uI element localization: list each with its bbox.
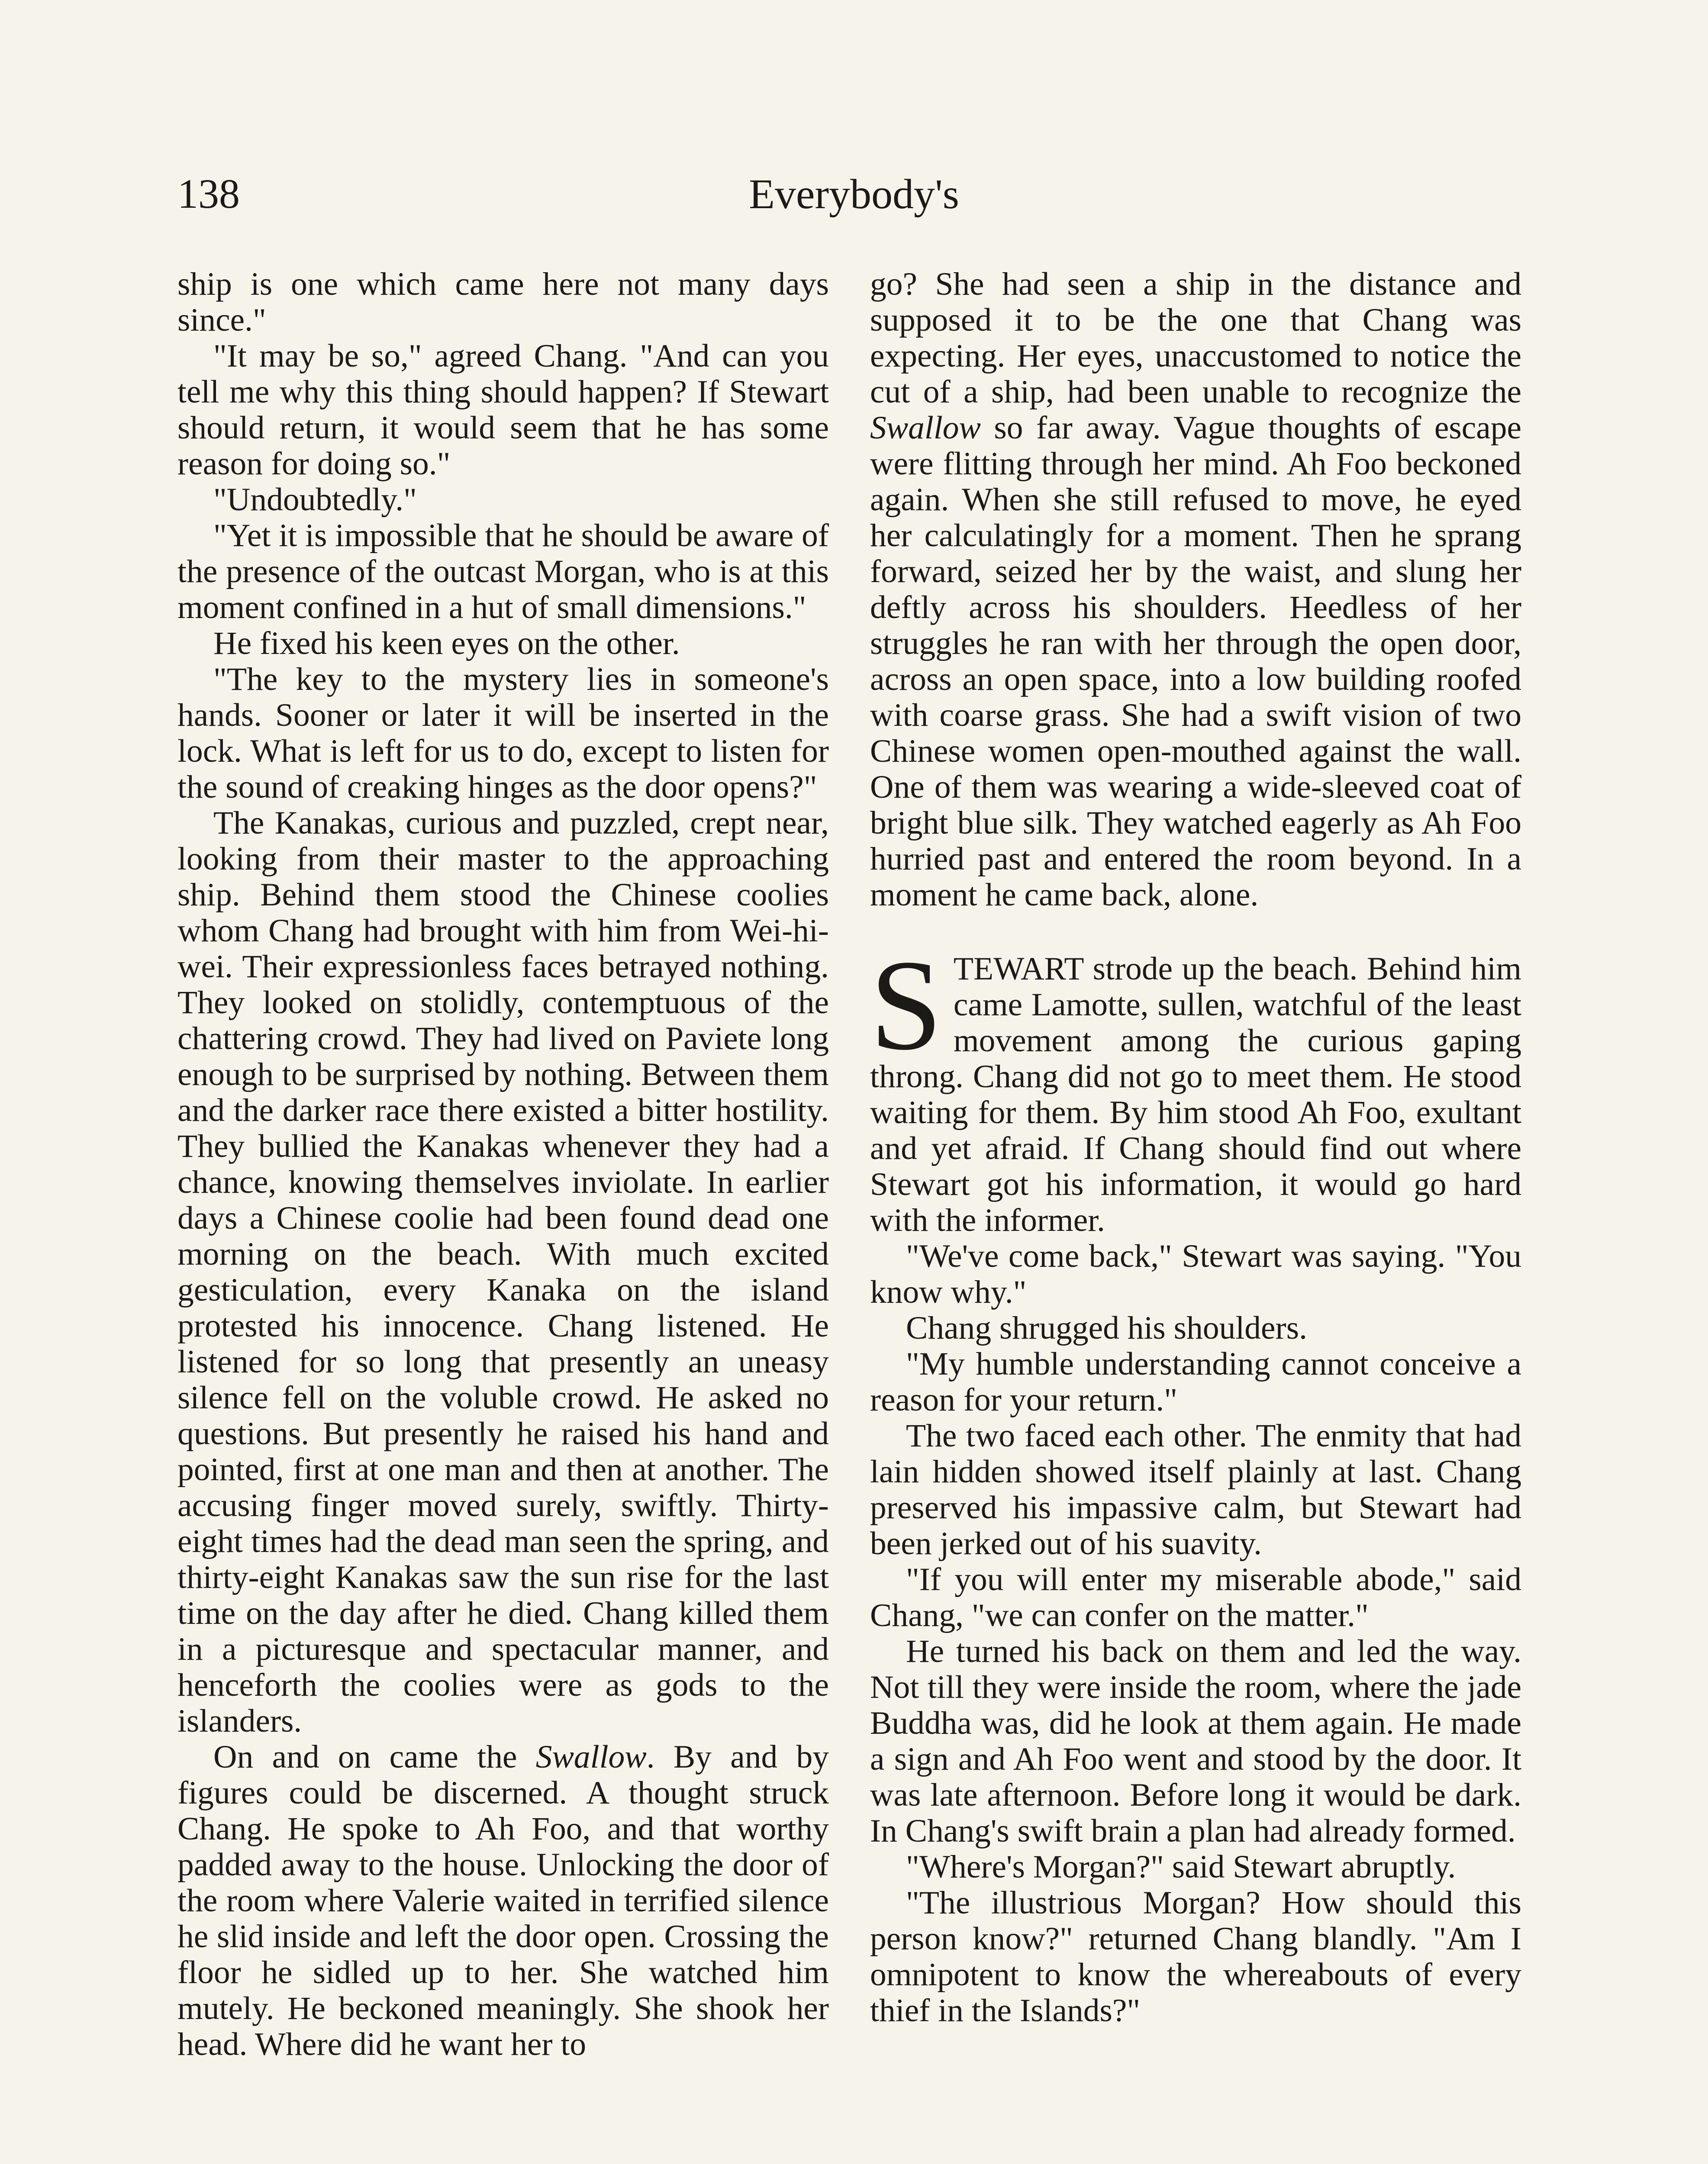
paragraph: He turned his back on them and led the way. Not till they were inside the room, where the jade Buddha was, did he look at them again. He made a sign and Ah Foo went and stood by the door. It was late afternoon. Before long it would be dark. In Chang's swift brain a plan had already formed. [870, 1633, 1521, 1849]
paragraph [177, 1739, 829, 2062]
paragraph: ship is one which came here not many days since." [177, 266, 829, 338]
paragraph: "We've come back," Stewart was saying. "You know why." [870, 1238, 1521, 1310]
text-run: TEWART strode up the beach. Behind him came Lamotte, sullen, watchful of the least movement among the curious gaping throng. Chang did not go to meet them. He stood waiting for them. By him stood Ah Foo, exultant and yet afraid. If Chang should find out where Stewart got his information, it would go hard with the informer. [870, 951, 1521, 1238]
drop-cap: S [870, 933, 942, 1077]
paragraph: Chang shrugged his shoulders. [906, 1310, 1307, 1346]
text-run: go? She had seen a ship in the distance and supposed it to be the one that Chang was expecting. Her eyes, unaccustomed to notice the cut of a ship, had been unable to recognize the [870, 266, 1521, 410]
paragraph: "My humble understanding cannot conceive a reason for your return." [870, 1346, 1521, 1418]
text-run: . By and by figures could be discerned. A thought struck Chang. He spoke to Ah Foo, and that worthy padded away to the house. Unlocking the door of the room where Valerie waited in terrified silence he slid inside and left the door open. Crossing the floor he sidled up to her. She watched him mutely. He beckoned meaningly. She shook her head. Where did he want her to [177, 1739, 829, 2062]
paragraph: "The key to the mystery lies in someone's hands. Sooner or later it will be inserted in the lock. What is left for us to do, except to listen for the sound of creaking hinges as the door opens?" [177, 661, 829, 805]
left-column [177, 266, 829, 2062]
paragraph: The Kanakas, curious and puzzled, crept near, looking from their master to the approaching ship. Behind them stood the Chinese coolies whom Chang had brought with him from Wei-hi-wei. Their expressionless faces betrayed nothing. They looked on stolidly, contemptuous of the chattering crowd. They had lived on Paviete long enough to be surprised by nothing. Between them and the darker race there existed a bitter hostility. They bullied the Kanakas whenever they had a chance, knowing themselves inviolate. In earlier days a Chinese coolie had been found dead one morning on the beach. With much excited gesticulation, every Kanaka on the island protested his innocence. Chang listened. He listened for so long that presently an uneasy silence fell on the voluble crowd. He asked no questions. But presently he raised his hand and pointed, first at one man and then at another. The accusing finger moved surely, swiftly. Thirty-eight times had the dead man seen the spring, and thirty-eight Kanakas saw the sun rise for the last time on the day after he died. Chang killed them in a picturesque and spectacular manner, and henceforth the coolies were as gods to the islanders. [177, 805, 829, 1739]
paragraph: "If you will enter my miserable abode," said Chang, "we can confer on the matter." [870, 1562, 1521, 1633]
paragraph [870, 266, 1521, 913]
section-opening-paragraph [870, 933, 1521, 1238]
page-number: 138 [177, 171, 240, 217]
paragraph: The two faced each other. The enmity that had lain hidden showed itself plainly at last. Chang preserved his impassive calm, but Stewart had been jerked out of his suavity. [870, 1418, 1521, 1562]
paragraph: "Yet it is impossible that he should be aware of the presence of the outcast Morgan, who is at this moment confined in a hut of small dimensions." [177, 518, 829, 625]
paragraph: "It may be so," agreed Chang. "And can you tell me why this thing should happen? If Stewart should return, it would seem that he has some reason for doing so." [177, 338, 829, 482]
right-column [870, 266, 1521, 2029]
paragraph: "Where's Morgan?" said Stewart abruptly. [906, 1849, 1456, 1885]
ship-name: Swallow [535, 1739, 647, 1775]
paragraph: "Undoubtedly." [213, 482, 417, 518]
ship-name: Swallow [870, 410, 981, 446]
paragraph: He fixed his keen eyes on the other. [213, 625, 680, 661]
text-run: On and on came the [213, 1739, 517, 1775]
paragraph: "The illustrious Morgan? How should this person know?" returned Chang blandly. "Am I omnipotent to know the whereabouts of every thief in the Islands?" [870, 1885, 1521, 2029]
text-run: so far away. Vague thoughts of escape were flitting through her mind. Ah Foo beckoned again. When she still refused to move, he eyed her calculatingly for a moment. Then he sprang forward, seized her by the waist, and slung her deftly across his shoulders. Heedless of her struggles he ran with her through the open door, across an open space, into a low building roofed with coarse grass. She had a swift vision of two Chinese women open-mouthed against the wall. One of them was wearing a wide-sleeved coat of bright blue silk. They watched eagerly as Ah Foo hurried past and entered the room beyond. In a moment he came back, alone. [870, 410, 1522, 913]
magazine-title: Everybody's [749, 171, 959, 218]
